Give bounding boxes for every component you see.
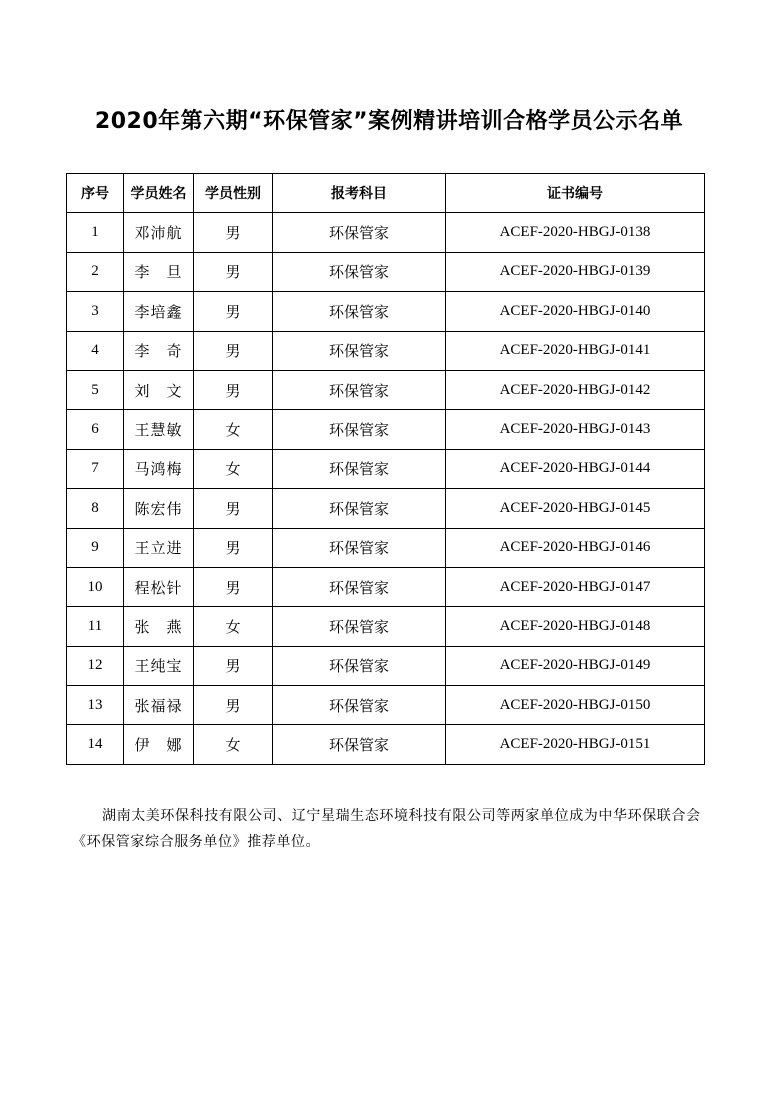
cell-cert: ACEF-2020-HBGJ-0148: [446, 607, 705, 646]
cell-name: 李 旦: [124, 252, 194, 291]
table-row: [67, 370, 705, 409]
cell-subject: 环保管家: [273, 607, 446, 646]
table-header-row: [67, 174, 705, 213]
cell-gender: 男: [194, 331, 273, 370]
cell-seq: 10: [67, 567, 124, 606]
cell-subject: 环保管家: [273, 567, 446, 606]
cell-name: 马鸿梅: [124, 449, 194, 488]
cell-name: 刘 文: [124, 370, 194, 409]
cell-seq: 4: [67, 331, 124, 370]
cell-name: 张 燕: [124, 607, 194, 646]
cell-seq: 2: [67, 252, 124, 291]
cell-cert: ACEF-2020-HBGJ-0141: [446, 331, 705, 370]
cell-cert: ACEF-2020-HBGJ-0146: [446, 528, 705, 567]
cell-gender: 女: [194, 410, 273, 449]
cell-cert: ACEF-2020-HBGJ-0145: [446, 489, 705, 528]
cell-subject: 环保管家: [273, 292, 446, 331]
cell-cert: ACEF-2020-HBGJ-0149: [446, 646, 705, 685]
cell-cert: ACEF-2020-HBGJ-0147: [446, 567, 705, 606]
cell-gender: 女: [194, 449, 273, 488]
cell-gender: 男: [194, 528, 273, 567]
table-row: [67, 252, 705, 291]
cell-cert: ACEF-2020-HBGJ-0142: [446, 370, 705, 409]
header-name: 学员姓名: [124, 174, 194, 213]
cell-name: 王纯宝: [124, 646, 194, 685]
table-body: [67, 213, 705, 764]
cell-subject: 环保管家: [273, 410, 446, 449]
cell-subject: 环保管家: [273, 528, 446, 567]
table-row: [67, 646, 705, 685]
table-row: [67, 686, 705, 725]
header-gender: 学员性别: [194, 174, 273, 213]
cell-gender: 女: [194, 725, 273, 764]
table-row: [67, 449, 705, 488]
cell-cert: ACEF-2020-HBGJ-0143: [446, 410, 705, 449]
cell-cert: ACEF-2020-HBGJ-0139: [446, 252, 705, 291]
cell-seq: 9: [67, 528, 124, 567]
cell-seq: 7: [67, 449, 124, 488]
cell-gender: 男: [194, 213, 273, 252]
cell-cert: ACEF-2020-HBGJ-0144: [446, 449, 705, 488]
cell-gender: 男: [194, 686, 273, 725]
header-subject: 报考科目: [273, 174, 446, 213]
table-row: [67, 331, 705, 370]
table-row: [67, 292, 705, 331]
cell-seq: 11: [67, 607, 124, 646]
table-row: [67, 213, 705, 252]
cell-name: 程松针: [124, 567, 194, 606]
table-row: [67, 528, 705, 567]
cell-cert: ACEF-2020-HBGJ-0138: [446, 213, 705, 252]
cell-name: 邓沛航: [124, 213, 194, 252]
cell-gender: 男: [194, 370, 273, 409]
table-row: [67, 489, 705, 528]
cell-cert: ACEF-2020-HBGJ-0150: [446, 686, 705, 725]
cell-name: 李培鑫: [124, 292, 194, 331]
cell-seq: 12: [67, 646, 124, 685]
cell-gender: 男: [194, 646, 273, 685]
header-cert: 证书编号: [446, 174, 705, 213]
cell-name: 陈宏伟: [124, 489, 194, 528]
cell-name: 伊 娜: [124, 725, 194, 764]
roster-table: [66, 173, 705, 765]
table-row: [67, 607, 705, 646]
header-seq: 序号: [67, 174, 124, 213]
cell-seq: 1: [67, 213, 124, 252]
cell-seq: 13: [67, 686, 124, 725]
cell-seq: 6: [67, 410, 124, 449]
cell-seq: 14: [67, 725, 124, 764]
table-row: [67, 410, 705, 449]
cell-name: 张福禄: [124, 686, 194, 725]
document-title: 2020年第六期“环保管家”案例精讲培训合格学员公示名单: [94, 109, 684, 134]
cell-subject: 环保管家: [273, 449, 446, 488]
cell-gender: 男: [194, 489, 273, 528]
cell-cert: ACEF-2020-HBGJ-0151: [446, 725, 705, 764]
cell-seq: 5: [67, 370, 124, 409]
cell-gender: 女: [194, 607, 273, 646]
cell-subject: 环保管家: [273, 370, 446, 409]
cell-seq: 8: [67, 489, 124, 528]
cell-subject: 环保管家: [273, 213, 446, 252]
footnote: 湖南太美环保科技有限公司、辽宁星瑞生态环境科技有限公司等两家单位成为中华环保联合会《环保管家综合服务单位》推荐单位。: [72, 808, 701, 850]
cell-name: 王立进: [124, 528, 194, 567]
cell-cert: ACEF-2020-HBGJ-0140: [446, 292, 705, 331]
cell-subject: 环保管家: [273, 686, 446, 725]
cell-subject: 环保管家: [273, 331, 446, 370]
cell-seq: 3: [67, 292, 124, 331]
cell-gender: 男: [194, 567, 273, 606]
cell-subject: 环保管家: [273, 725, 446, 764]
cell-subject: 环保管家: [273, 646, 446, 685]
cell-gender: 男: [194, 252, 273, 291]
cell-subject: 环保管家: [273, 252, 446, 291]
cell-name: 李 奇: [124, 331, 194, 370]
cell-subject: 环保管家: [273, 489, 446, 528]
cell-gender: 男: [194, 292, 273, 331]
table-row: [67, 725, 705, 764]
table-row: [67, 567, 705, 606]
cell-name: 王慧敏: [124, 410, 194, 449]
